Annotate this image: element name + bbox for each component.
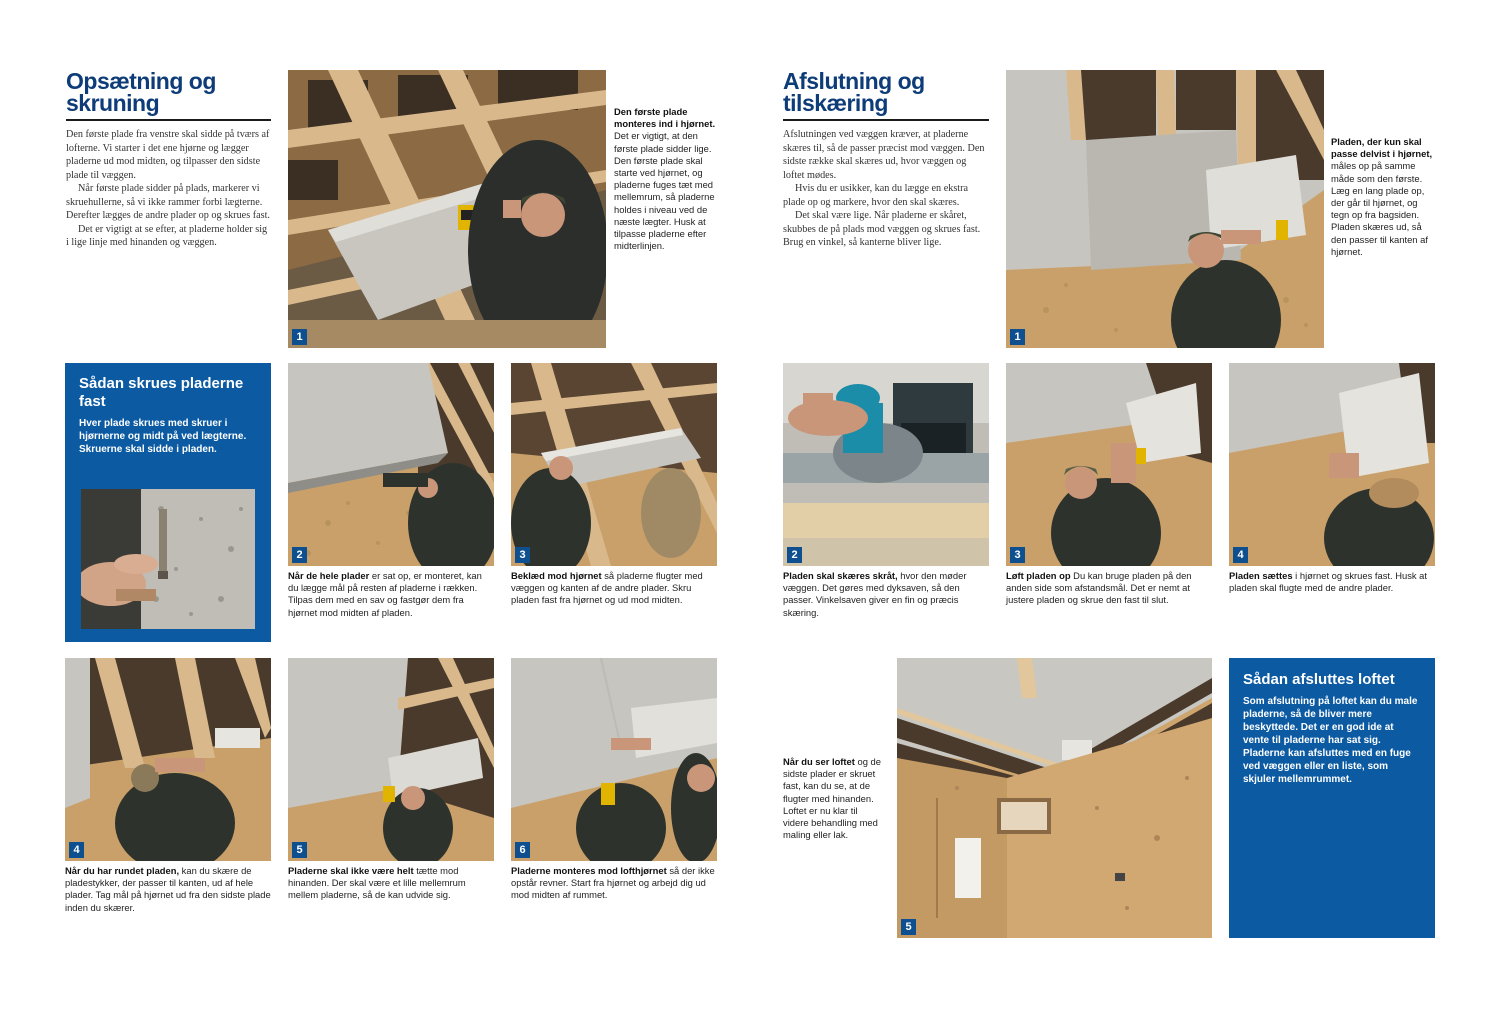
left-section-title [66, 70, 271, 114]
left-title-line2: skruning [66, 90, 160, 116]
left-intro-paragraph: Den første plade fra venstre skal sidde på tværs af lofterne. Vi starter i det ene hjørne og lægger pladerne ud mod midten, og tilpasser den sidste plade til væggen. [66, 129, 270, 181]
left-intro-text [66, 128, 271, 250]
left-photo-2-caption [288, 570, 494, 619]
caption-text: er sat op, er monteret, kan du lægge mål på resten af pladerne i rækken. Tilpas dem med en sav og fastgør dem fra hjørnet mod midten af pladen. [288, 570, 482, 618]
left-photo-5-caption [288, 865, 494, 902]
photo-number-badge: 5 [901, 919, 916, 935]
left-title-line1: Opsætning og [66, 68, 216, 94]
caption-text: så der ikke opstår revner. Start fra hjørnet og arbejd dig ud mod midten af rummet. [511, 865, 715, 901]
right-photo-3 [1006, 363, 1212, 566]
right-section-title [783, 70, 989, 114]
photo-number-badge: 2 [787, 547, 802, 563]
caption-bold: Løft pladen op [1006, 570, 1071, 581]
saw-photo-image [783, 363, 989, 566]
left-photo-4-caption [65, 865, 271, 914]
photo-number-badge: 1 [292, 329, 307, 345]
left-photo-3-caption [511, 570, 717, 607]
ceiling-photo-image [65, 658, 271, 861]
caption-text: tætte mod hinanden. Der skal være et lille mellemrum mellem pladerne, så de kan udvide sig. [288, 865, 466, 901]
caption-text: og de sidste plader er skruet fast, kan du se, at de flugter med hinanden. Loftet er nu klar til videre behandling med maling eller lak. [783, 756, 881, 841]
right-photo-4 [1229, 363, 1435, 566]
ceiling-photo-image [1006, 363, 1212, 566]
photo-number-badge: 1 [1010, 329, 1025, 345]
left-photo-6-caption [511, 865, 717, 902]
left-photo-2 [288, 363, 494, 566]
caption-text: måles op på samme måde som den første. Læg en lang plade op, der går til hjørnet, og tegn op fra bagsiden. Pladen skæres ud, så den passer til kanten af hjørnet. [1331, 160, 1428, 257]
room-photo-image [897, 658, 1212, 938]
left-photo-6 [511, 658, 717, 861]
photo-number-badge: 4 [1233, 547, 1248, 563]
right-intro-text [783, 128, 989, 250]
caption-bold: Pladen, der kun skal passe delvist i hjørnet, [1331, 136, 1433, 160]
caption-text: Det er vigtigt, at den første plade sidder lige. Den første plade skal starte ved hjørnet, og pladerne fuges tæt med mellemrum, så pladerne holdes i niveau ved de næste lægter. Husk at tilpasse pladerne efter midterlinjen. [614, 130, 715, 252]
left-title-rule [66, 119, 271, 121]
caption-bold: Når du har rundet pladen, [65, 865, 180, 876]
right-end-box [1229, 658, 1435, 938]
right-title-line1: Afslutning og [783, 68, 925, 94]
right-title-rule [783, 119, 989, 121]
right-photo-1 [1006, 70, 1324, 348]
right-title-line2: tilskæring [783, 90, 888, 116]
photo-number-badge: 2 [292, 547, 307, 563]
end-box-text: Som afslutning på loftet kan du male pladerne, så de bliver mere beskyttede. Det er en god ide at vente til pladerne har sat sig. Pladerne kan afsluttes med en fuge ved væggen eller en liste, som skjuler mellemrummet. [1243, 696, 1418, 785]
left-intro-paragraph: Det er vigtigt at se efter, at pladerne holder sig i lige linje med hinanden og væggen. [66, 223, 268, 248]
caption-bold: Pladen skal skæres skråt, [783, 570, 898, 581]
ceiling-photo-image [511, 658, 717, 861]
caption-bold: Den første plade monteres ind i hjørnet. [614, 106, 716, 130]
ceiling-photo-image [288, 363, 494, 566]
photo-number-badge: 3 [515, 547, 530, 563]
caption-text: Du kan bruge pladen på den anden side som afstandsmål. Det er nemt at justere pladen og skrue den fast til slut. [1006, 570, 1192, 606]
ceiling-photo-image [1006, 70, 1324, 348]
tip-box-photo [81, 489, 255, 629]
left-intro-paragraph: Når første plade sidder på plads, markerer vi skruehullerne, så vi ikke rammer forbi lægterne. Derefter lægges de andre plader op og skrues fast. [66, 183, 270, 221]
end-box-title: Sådan afsluttes loftet [1243, 671, 1395, 688]
left-photo-1 [288, 70, 606, 348]
right-photo-5-caption [783, 756, 883, 841]
ceiling-photo-image [288, 70, 606, 348]
left-photo-1-caption [614, 106, 718, 252]
tip-box-text: Hver plade skrues med skruer i hjørnerne og midt på ved lægterne. Skruerne skal sidde i pladen. [79, 418, 247, 455]
caption-bold: Når de hele plader [288, 570, 370, 581]
caption-bold: Pladerne monteres mod lofthjørnet [511, 865, 667, 876]
screw-closeup-image [81, 489, 255, 629]
photo-number-badge: 3 [1010, 547, 1025, 563]
caption-text: kan du skære de pladestykker, der passer til kanten, ud af hele plader. Tag mål på hjørnet ud fra den sidste plade inden du skærer. [65, 865, 271, 913]
left-photo-5 [288, 658, 494, 861]
left-photo-3 [511, 363, 717, 566]
right-photo-3-caption [1006, 570, 1212, 607]
caption-bold: Beklæd mod hjørnet [511, 570, 602, 581]
right-photo-1-caption [1331, 136, 1437, 258]
photo-number-badge: 5 [292, 842, 307, 858]
left-tip-box [65, 363, 271, 642]
photo-number-badge: 4 [69, 842, 84, 858]
photo-number-badge: 6 [515, 842, 530, 858]
caption-text: i hjørnet og skrues fast. Husk at pladen skal flugte med de andre plader. [1229, 570, 1428, 594]
right-photo-2 [783, 363, 989, 566]
right-intro-paragraph: Det skal være lige. Når pladerne er skåret, skubbes de på plads mod væggen og skrues fast. Brug en vinkel, så kanterne bliver lige. [783, 210, 981, 248]
caption-bold: Når du ser loftet [783, 756, 855, 767]
caption-text: så pladerne flugter med væggen og kanten af de andre plader. Skru pladen fast fra hjørnet og ud mod midten. [511, 570, 703, 606]
right-photo-2-caption [783, 570, 989, 619]
right-intro-paragraph: Afslutningen ved væggen kræver, at pladerne skæres til, så de passer præcist mod væggen. Den sidste række skal skæres ud, hvor væggen og loftet mødes. [783, 129, 985, 181]
left-photo-4 [65, 658, 271, 861]
tip-box-title: Sådan skrues pladerne fast [79, 375, 244, 410]
right-photo-5 [897, 658, 1212, 938]
ceiling-photo-image [511, 363, 717, 566]
ceiling-photo-image [1229, 363, 1435, 566]
right-intro-paragraph: Hvis du er usikker, kan du lægge en ekstra plade op og markere, hvor den skal skæres. [783, 183, 969, 208]
caption-bold: Pladen sættes [1229, 570, 1293, 581]
caption-text: hvor den møder væggen. Det gøres med dyksaven, så den passer. Vinkelsaven giver en fin og præcis skæring. [783, 570, 967, 618]
caption-bold: Pladerne skal ikke være helt [288, 865, 414, 876]
right-photo-4-caption [1229, 570, 1435, 594]
ceiling-photo-image [288, 658, 494, 861]
